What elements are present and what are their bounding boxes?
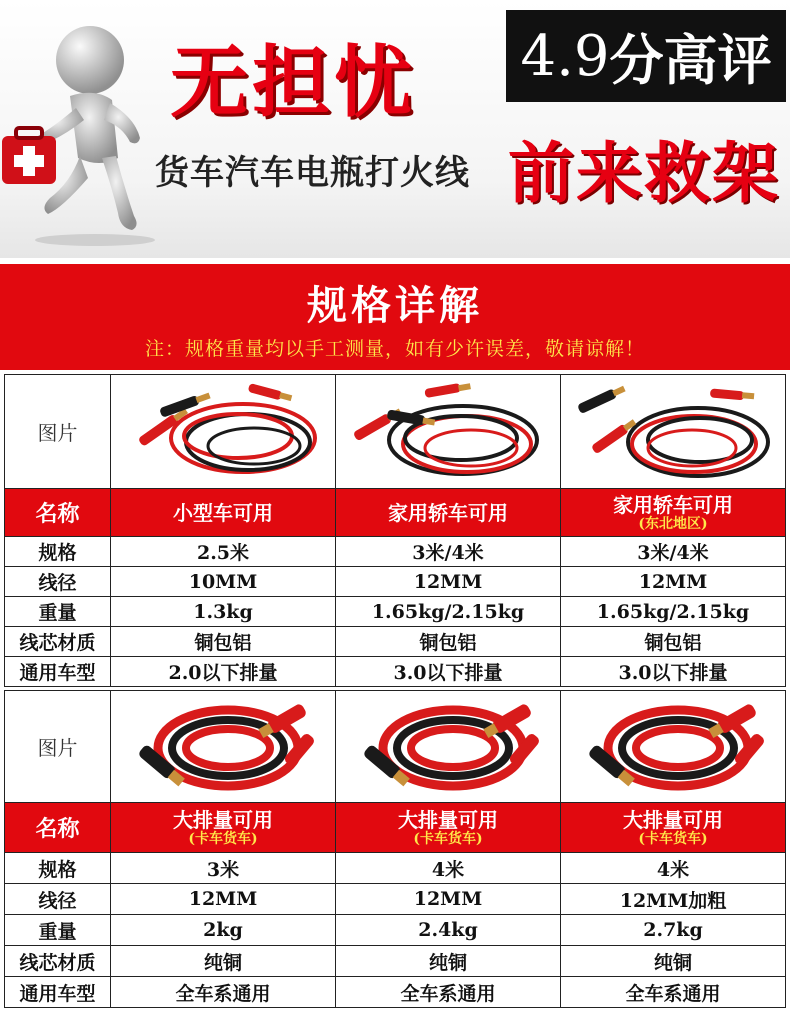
product-name-cell — [111, 803, 336, 853]
product-name-note: (卡车货车) — [188, 830, 258, 847]
product-name-cell — [336, 803, 561, 853]
spec-value: 12MM — [561, 567, 786, 597]
product-name: 大排量可用 — [173, 807, 273, 832]
spec-value: 12MM — [336, 884, 561, 915]
image-row-label: 图片 — [5, 375, 111, 489]
spec-value: 10MM — [111, 567, 336, 597]
spec-table-2 — [4, 690, 786, 1008]
product-image-cell — [561, 375, 786, 489]
spec-value: 3米 — [111, 853, 336, 884]
spec-row-diameter — [5, 567, 786, 597]
product-name: 大排量可用 — [623, 807, 723, 832]
product-name: 小型车可用 — [173, 500, 273, 525]
product-name-cell — [336, 489, 561, 537]
spec-row-weight — [5, 597, 786, 627]
name-row-label: 名称 — [5, 803, 111, 853]
spec-title: 规格详解 — [307, 282, 483, 329]
product-name-cell — [561, 489, 786, 537]
spec-value: 12MM — [111, 884, 336, 915]
product-image-cell — [111, 375, 336, 489]
rating-text: 分高评 — [609, 28, 772, 92]
spec-note: 注：规格重量均以手工测量，如有少许误差，敬请谅解！ — [144, 338, 645, 360]
spec-table-1 — [4, 374, 786, 687]
name-row — [5, 803, 786, 853]
spec-value: 1.65kg/2.15kg — [336, 597, 561, 627]
spec-row-vehicle — [5, 657, 786, 687]
first-aid-runner-icon — [0, 8, 160, 248]
spec-value: 全车系通用 — [336, 977, 561, 1008]
row-label: 线径 — [5, 884, 111, 915]
image-row-label: 图片 — [5, 691, 111, 803]
spec-value: 1.65kg/2.15kg — [561, 597, 786, 627]
spec-row-diameter — [5, 884, 786, 915]
row-label: 规格 — [5, 853, 111, 884]
spec-value: 全车系通用 — [111, 977, 336, 1008]
rescue-text: 前来救架 — [508, 135, 780, 212]
spec-value: 铜包铝 — [561, 627, 786, 657]
spec-row-weight — [5, 915, 786, 946]
image-row — [5, 375, 786, 489]
rating-badge — [506, 10, 786, 102]
spec-row-length — [5, 853, 786, 884]
name-row-label: 名称 — [5, 489, 111, 537]
spec-row-material — [5, 946, 786, 977]
spec-row-material — [5, 627, 786, 657]
spec-value: 12MM加粗 — [561, 884, 786, 915]
row-label: 线芯材质 — [5, 627, 111, 657]
spec-value: 1.3kg — [111, 597, 336, 627]
spec-value: 纯铜 — [111, 946, 336, 977]
product-name-note: (卡车货车) — [413, 830, 483, 847]
spec-value: 2kg — [111, 915, 336, 946]
spec-value: 纯铜 — [561, 946, 786, 977]
product-image-cell — [561, 691, 786, 803]
image-row — [5, 691, 786, 803]
row-label: 规格 — [5, 537, 111, 567]
spec-value: 2.0以下排量 — [111, 657, 336, 687]
product-name: 家用轿车可用 — [388, 500, 508, 525]
spec-value: 全车系通用 — [561, 977, 786, 1008]
rating-number: 4.9 — [520, 23, 610, 89]
spec-value: 铜包铝 — [111, 627, 336, 657]
slogan-text: 无担忧 — [170, 37, 417, 128]
product-image-cell — [336, 691, 561, 803]
spec-value: 3米/4米 — [336, 537, 561, 567]
jumper-cable-icon — [343, 378, 553, 486]
spec-value: 4米 — [561, 853, 786, 884]
spec-value: 2.5米 — [111, 537, 336, 567]
product-name-note: (卡车货车) — [638, 830, 708, 847]
row-label: 通用车型 — [5, 657, 111, 687]
row-label: 线径 — [5, 567, 111, 597]
spec-value: 2.7kg — [561, 915, 786, 946]
row-label: 重量 — [5, 597, 111, 627]
jumper-cable-icon — [118, 694, 328, 800]
product-name-cell — [561, 803, 786, 853]
jumper-cable-icon — [568, 694, 778, 800]
row-label: 通用车型 — [5, 977, 111, 1008]
spec-value: 纯铜 — [336, 946, 561, 977]
row-label: 重量 — [5, 915, 111, 946]
hero-banner — [0, 0, 790, 258]
spec-value: 12MM — [336, 567, 561, 597]
spec-row-vehicle — [5, 977, 786, 1008]
spec-value: 3.0以下排量 — [561, 657, 786, 687]
spec-value: 3.0以下排量 — [336, 657, 561, 687]
spec-value: 4米 — [336, 853, 561, 884]
jumper-cable-icon — [568, 378, 778, 486]
product-name-note: (东北地区) — [638, 515, 708, 532]
spec-value: 2.4kg — [336, 915, 561, 946]
spec-row-length — [5, 537, 786, 567]
product-name: 大排量可用 — [398, 807, 498, 832]
product-name: 家用轿车可用 — [613, 492, 733, 517]
spec-value: 铜包铝 — [336, 627, 561, 657]
spec-value: 3米/4米 — [561, 537, 786, 567]
product-image-cell — [111, 691, 336, 803]
row-label: 线芯材质 — [5, 946, 111, 977]
name-row — [5, 489, 786, 537]
product-subline: 货车汽车电瓶打火线 — [155, 153, 470, 193]
jumper-cable-icon — [343, 694, 553, 800]
spec-header — [0, 264, 790, 370]
product-image-cell — [336, 375, 561, 489]
jumper-cable-icon — [118, 378, 328, 486]
product-name-cell — [111, 489, 336, 537]
